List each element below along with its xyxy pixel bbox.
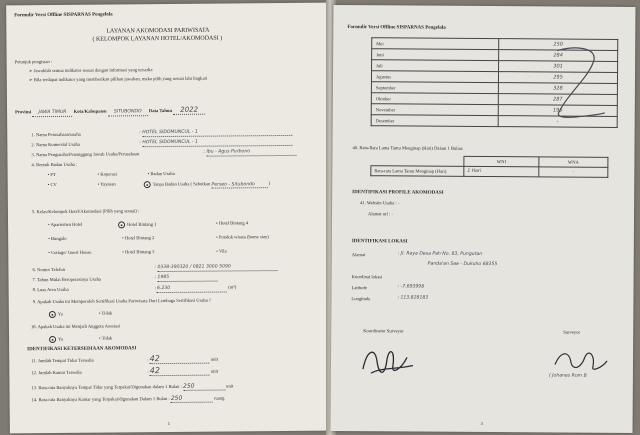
email-row: Alamat url : - (368, 211, 394, 218)
right-form-page (331, 5, 636, 433)
item-3-value[interactable]: : Ibu - Agus Purbono (203, 150, 296, 156)
badan-other-value: Perseo - Situbondo (211, 183, 267, 189)
longitude-value[interactable]: : 113.828183 (397, 295, 429, 301)
form-header: Formulir Versi Offline SISPARNAS Pengelola (14, 12, 113, 19)
item-11: 11. Jumlah Tempat Tidur Tersedia (31, 357, 94, 364)
kelas-pondok[interactable]: • Pondok wisata (home stay) (216, 235, 269, 240)
item-14-value[interactable]: 250 (171, 396, 213, 403)
kelas-vila[interactable]: • Vila (216, 249, 226, 254)
item-1-value[interactable]: : HOTEL SIDOMUNCUL - 1 (139, 130, 292, 137)
handwritten-mark (549, 42, 610, 126)
badan-pt[interactable]: • PT (48, 173, 56, 178)
kelas-bintang-3[interactable]: • Hotel Bintang 3 (122, 250, 154, 255)
item-9-tidak[interactable]: • Tidak (99, 311, 112, 316)
lokasi-title: IDENTIFIKASI LOKASI (351, 239, 408, 245)
kelas-bungalo[interactable]: • Bungalo (48, 237, 66, 242)
form-header: Formulir Versi Offline SISPARNAS Pengelola (347, 25, 446, 31)
kota-value[interactable]: SITUBONDO (108, 110, 148, 116)
page-number: 3 (480, 420, 483, 427)
item-13: 13. Rata-rata Banyaknya Tempat Tidur yang Terpakai/Digunakan dalam 1 Bulan : 250 unit (31, 382, 234, 391)
item-8-value[interactable]: : 6.230 (m²) (154, 284, 237, 292)
kelas-bintang-2[interactable]: • Hotel Bintang 2 (122, 236, 154, 241)
longitude-label: Longitude (351, 296, 371, 302)
website-value[interactable]: - (397, 201, 400, 207)
item-12: 12. Jumlah Kamar Tersedia (31, 369, 82, 376)
stay-wni-value[interactable]: 1 Hari (464, 166, 539, 177)
item-9: 9. Apakah Usaha ini Memperoleh Sertifikasi Usaha Pariwisata Dari Lembaga Sertifikasi Usaha ? (32, 297, 211, 305)
badan-tanpa[interactable]: ● Tanpa Badan Usaha ( Sebutkan Perseo - Situbondo ) (144, 180, 271, 189)
item-10-tidak[interactable]: • Tidak (99, 336, 112, 341)
item-40: 40. Rata-Rata Lama Tamu Menginap (Hari) Dalam 1 Bulan: (352, 145, 464, 151)
table-row: September 328 (371, 82, 617, 95)
instructions-label: Petunjuk pengisian : (14, 59, 53, 65)
surveyor-signature (547, 344, 611, 376)
item-2-value[interactable]: : HOTEL SIDOMUNCUL - 1 (139, 140, 292, 147)
item-7-value[interactable]: : 1985 (155, 276, 218, 282)
surveyor-label: Surveyor (563, 329, 581, 335)
tahun-value[interactable]: 2022 (173, 107, 205, 115)
item-5: 5. Kelas/Kelompok Hotel/Akomodasi (Pilih yang sesuai) : (31, 208, 140, 215)
item-4: 4. Bentuk Badan Usaha : (31, 161, 78, 168)
stay-table (370, 155, 608, 178)
latitude-label: Latitude (351, 285, 367, 291)
badan-yayasan[interactable]: • Yayasan (98, 182, 116, 187)
table-row: Oktober 287 (371, 93, 617, 106)
selected-circle-icon: ● (49, 311, 56, 318)
kelas-bintang-1[interactable]: ● Hotel Bintang 1 (118, 221, 156, 228)
selected-circle-icon: ● (118, 221, 125, 228)
item-13-value[interactable]: 250 (183, 384, 225, 391)
table-row: Agustus 295 (371, 71, 617, 84)
item-6-value[interactable]: : 0338-390320 / 0821 3000 5090 (154, 265, 277, 272)
form-subtitle: ( KELOMPOK LAYANAN HOTEL/AKOMODASI ) (92, 35, 223, 43)
alamat-label: Alamat (351, 252, 366, 258)
latitude-value[interactable]: : -7.693998 (397, 284, 425, 290)
table-row: Juli 301 (372, 60, 618, 73)
provinsi-value[interactable]: JAWA TIMUR (32, 111, 72, 117)
table-row: Desember - (371, 115, 617, 128)
website-row: 41. Website Usaha : - (360, 200, 400, 207)
surveyor-name: ( Johanes Rom B (548, 373, 587, 379)
profile-title: IDENTIFIKASI PROFILE AKOMODASI (352, 190, 444, 196)
kelas-cottage[interactable]: • Cottage/ Guest House (48, 251, 91, 256)
section-title-ketersediaan: IDENTIFIKASI KETERSEDIAAN AKOMODASI (27, 346, 137, 353)
item-8: 8. Luas Area Usaha (32, 286, 69, 293)
alamat-value-1[interactable]: : Jl. Raya Desa Pah No. 83, Pungutan (397, 251, 483, 257)
item-11-value[interactable]: : 42 unit (147, 354, 219, 364)
item-3: 3. Nama Pengusaha/Penanggung Jawab Usaha/Perusahaan (31, 151, 140, 158)
koordinator-signature (357, 339, 417, 383)
item-10-ya[interactable]: ● Ya (49, 336, 63, 343)
item-2: 2. Nama Komersial Usaha (31, 141, 80, 148)
item-1: 1. Nama Perusahaan/usaha (31, 131, 81, 138)
koordinator-label: Koordinator Surveyor (363, 328, 404, 334)
koordinat-label: Koordinat lokasi (351, 274, 383, 280)
provinsi-row: Provinsi JAWA TIMUR Kota/Kabupaten SITUBONDO Data Tahun 2022 (15, 107, 205, 117)
left-form-page (6, 3, 330, 434)
badan-cv[interactable]: • CV (48, 183, 57, 188)
table-row: WNI WNA (371, 156, 608, 168)
kelas-apartemen[interactable]: • Apartemen Hotel (48, 223, 82, 228)
form-title: LAYANAN AKOMODASI PARIWISATA (106, 27, 210, 35)
badan-usaha[interactable]: • Badan Usaha (148, 172, 175, 177)
item-14: 14. Rata-rata Banyaknya Kamar yang Terpakai/digunakan Dalam 1 Bulan : 250 ruang (31, 394, 225, 403)
item-12-value[interactable]: : 42 unit (147, 366, 219, 376)
table-row: Mei 250 (372, 38, 618, 51)
email-value[interactable]: - (391, 212, 394, 218)
table-row: Juni 284 (372, 49, 618, 62)
selected-circle-icon: ● (144, 181, 151, 188)
instruction-2: ➢ Bila terdapat indikator yang memberikan pilihan jawaban, maka pilih yang sesuai lalu lingkari (28, 75, 208, 83)
item-9-ya[interactable]: ● Ya (49, 311, 63, 318)
table-row: November 195 (371, 104, 617, 117)
page-number: 1 (167, 420, 171, 427)
instruction-1: ➢ Jawablah semua indikator sesuai dengan informasi yang tersedia (28, 67, 153, 74)
alamat-value-2[interactable]: Panda'an Sae - Dukuho 68355 (427, 261, 498, 268)
kelas-bintang-4[interactable]: • Hotel Bintang 4 (216, 221, 248, 226)
table-row: Rata-rata Lama Tamu Menginap (Hari) 1 Hari - (371, 166, 608, 178)
item-7: 7. Tahun Mulai Beroperasinya Usaha (32, 276, 101, 283)
item-10: 10. Apakah Usaha ini Menjadi Anggota Asosiasi (30, 323, 121, 330)
badan-koperasi[interactable]: • Koperasi (98, 172, 117, 177)
stay-wna-value[interactable]: - (539, 167, 608, 177)
item-6: 6. Nomor Telefon (32, 266, 66, 273)
selected-circle-icon: ● (49, 336, 56, 343)
